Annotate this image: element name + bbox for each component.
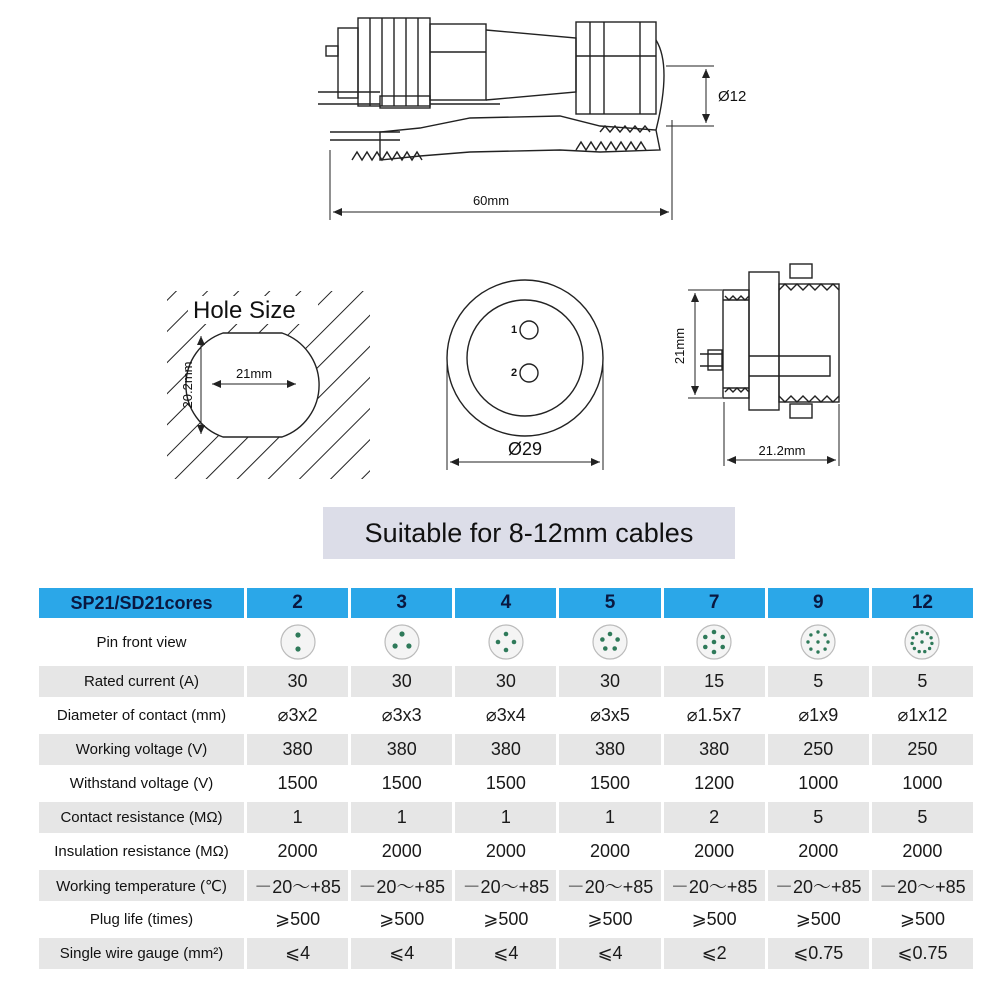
hole-size-title: Hole Size bbox=[193, 297, 296, 324]
spec-value-cell: ⌀3x4 bbox=[455, 700, 556, 731]
row-label: Pin front view bbox=[39, 621, 244, 663]
pin-dot bbox=[924, 650, 927, 653]
spec-value-cell: 380 bbox=[351, 734, 452, 765]
pin-dot bbox=[712, 640, 717, 645]
pin-dot bbox=[600, 637, 605, 642]
pin-dot bbox=[603, 646, 608, 651]
spec-value-cell: －20～+85 bbox=[247, 870, 348, 901]
spec-row bbox=[39, 666, 973, 697]
row-label: Working temperature (℃) bbox=[39, 870, 244, 901]
spec-value-cell: 380 bbox=[664, 734, 765, 765]
row-label: Diameter of contact (mm) bbox=[39, 700, 244, 731]
spec-value-cell: 1200 bbox=[664, 768, 765, 799]
spec-value-cell: －20～+85 bbox=[351, 870, 452, 901]
spec-value-cell: 1 bbox=[247, 802, 348, 833]
spec-value-cell: ⩾500 bbox=[247, 904, 348, 935]
pin-dot bbox=[721, 635, 726, 640]
front-view-drawing bbox=[447, 280, 603, 436]
length-label: 60mm bbox=[472, 193, 510, 208]
spec-value-cell: 5 bbox=[872, 802, 973, 833]
pin-dot bbox=[824, 647, 827, 650]
spec-value-cell: 250 bbox=[768, 734, 869, 765]
spec-value-cell: ⌀3x3 bbox=[351, 700, 452, 731]
pin-dot bbox=[912, 636, 915, 639]
pin-label-2: 2 bbox=[511, 367, 518, 379]
spec-row bbox=[39, 700, 973, 731]
spec-value-cell: 5 bbox=[768, 802, 869, 833]
pin-dot bbox=[911, 642, 914, 645]
pin-dot bbox=[295, 646, 300, 651]
panel-height-label: 21mm bbox=[672, 327, 687, 365]
spec-value-cell: 2000 bbox=[768, 836, 869, 867]
pin-layout-icon bbox=[798, 622, 838, 662]
pin-dot bbox=[712, 650, 717, 655]
pin-dot bbox=[921, 630, 924, 633]
spec-value-cell: 1500 bbox=[455, 768, 556, 799]
spec-value-cell: ⩽0.75 bbox=[872, 938, 973, 969]
spec-value-cell: 5 bbox=[872, 666, 973, 697]
spec-value-cell: 2 bbox=[664, 802, 765, 833]
spec-value-cell: ⩽4 bbox=[247, 938, 348, 969]
pin-dot bbox=[504, 632, 509, 637]
row-label: Plug life (times) bbox=[39, 904, 244, 935]
spec-value-cell: ⩾500 bbox=[664, 904, 765, 935]
header-col: 9 bbox=[768, 588, 869, 618]
spec-value-cell: 2000 bbox=[351, 836, 452, 867]
spec-value-cell: 1500 bbox=[247, 768, 348, 799]
spec-value-cell: ⌀3x5 bbox=[559, 700, 660, 731]
spec-value-cell: 380 bbox=[247, 734, 348, 765]
spec-row bbox=[39, 938, 973, 969]
spec-value-cell: ⌀1x9 bbox=[768, 700, 869, 731]
panel-height-dimension bbox=[688, 290, 722, 398]
spec-row bbox=[39, 904, 973, 935]
header-col: 3 bbox=[351, 588, 452, 618]
pin-dot bbox=[496, 640, 501, 645]
spec-value-cell: 1500 bbox=[351, 768, 452, 799]
pin-dot bbox=[827, 640, 830, 643]
pin-label-1: 1 bbox=[511, 324, 518, 336]
pin-cell bbox=[768, 621, 869, 663]
pin-dot bbox=[809, 633, 812, 636]
header-row bbox=[39, 588, 973, 618]
spec-value-cell: ⩾500 bbox=[768, 904, 869, 935]
header-cores-label: SP21/SD21cores bbox=[39, 588, 244, 618]
row-label: Working voltage (V) bbox=[39, 734, 244, 765]
pin-cell bbox=[247, 621, 348, 663]
header-col: 7 bbox=[664, 588, 765, 618]
spec-value-cell: 30 bbox=[455, 666, 556, 697]
pin-dot bbox=[703, 635, 708, 640]
panel-length-label: 21.2mm bbox=[758, 443, 806, 458]
pin-dot bbox=[918, 650, 921, 653]
pin-dot bbox=[392, 643, 397, 648]
pin-dot bbox=[817, 650, 820, 653]
header-col: 12 bbox=[872, 588, 973, 618]
spec-value-cell: 5 bbox=[768, 666, 869, 697]
pin-dot bbox=[807, 640, 810, 643]
pin-layout-icon bbox=[278, 622, 318, 662]
pin-dot bbox=[817, 630, 820, 633]
header-col: 4 bbox=[455, 588, 556, 618]
header-col: 5 bbox=[559, 588, 660, 618]
pin-layout-icon bbox=[486, 622, 526, 662]
pin-cell bbox=[664, 621, 765, 663]
pin-dot bbox=[921, 640, 924, 643]
spec-value-cell: ⌀1x12 bbox=[872, 700, 973, 731]
spec-table bbox=[36, 585, 976, 972]
pin-dot bbox=[931, 642, 934, 645]
spec-value-cell: ⩽2 bbox=[664, 938, 765, 969]
pin-ring bbox=[385, 625, 419, 659]
spec-value-cell: ⩾500 bbox=[455, 904, 556, 935]
pin-ring bbox=[593, 625, 627, 659]
spec-value-cell: 2000 bbox=[455, 836, 556, 867]
cable-banner-text: Suitable for 8-12mm cables bbox=[364, 517, 694, 548]
pin-dot bbox=[824, 633, 827, 636]
spec-value-cell: ⩽0.75 bbox=[768, 938, 869, 969]
spec-value-cell: 15 bbox=[664, 666, 765, 697]
pin-cell bbox=[559, 621, 660, 663]
technical-drawing bbox=[0, 0, 1002, 500]
spec-row bbox=[39, 836, 973, 867]
pin-dot bbox=[928, 647, 931, 650]
spec-value-cell: 30 bbox=[247, 666, 348, 697]
pin-dot bbox=[612, 646, 617, 651]
spec-value-cell: 2000 bbox=[559, 836, 660, 867]
spec-value-cell: 380 bbox=[455, 734, 556, 765]
spec-row bbox=[39, 802, 973, 833]
row-label: Rated current (A) bbox=[39, 666, 244, 697]
pin-dot bbox=[712, 630, 717, 635]
panel-mount-drawing bbox=[700, 264, 839, 418]
row-label: Contact resistance (MΩ) bbox=[39, 802, 244, 833]
diameter-dimension bbox=[666, 66, 714, 126]
spec-value-cell: ⩾500 bbox=[559, 904, 660, 935]
pin-dot bbox=[608, 632, 613, 637]
hole-height-label: 20.2mm bbox=[180, 361, 195, 409]
pin-layout-icon bbox=[382, 622, 422, 662]
spec-row bbox=[39, 870, 973, 901]
pin-dot bbox=[913, 647, 916, 650]
row-label: Insulation resistance (MΩ) bbox=[39, 836, 244, 867]
spec-value-cell: －20～+85 bbox=[872, 870, 973, 901]
spec-value-cell: 1 bbox=[559, 802, 660, 833]
spec-value-cell: －20～+85 bbox=[559, 870, 660, 901]
hole-width-label: 21mm bbox=[235, 366, 273, 381]
pin-front-view-row bbox=[39, 621, 973, 663]
front-diameter-label: Ø29 bbox=[507, 439, 543, 459]
pin-cell bbox=[455, 621, 556, 663]
spec-value-cell: 1000 bbox=[872, 768, 973, 799]
pin-dot bbox=[817, 640, 820, 643]
pin-cell bbox=[872, 621, 973, 663]
pin-layout-icon bbox=[590, 622, 630, 662]
spec-value-cell: ⩽4 bbox=[351, 938, 452, 969]
pin-dot bbox=[512, 640, 517, 645]
spec-value-cell: 30 bbox=[351, 666, 452, 697]
row-label: Withstand voltage (V) bbox=[39, 768, 244, 799]
spec-row bbox=[39, 768, 973, 799]
pin-dot bbox=[915, 632, 918, 635]
header-col: 2 bbox=[247, 588, 348, 618]
spec-value-cell: ⩾500 bbox=[351, 904, 452, 935]
pin-dot bbox=[809, 647, 812, 650]
pin-layout-icon bbox=[902, 622, 942, 662]
spec-value-cell: －20～+85 bbox=[664, 870, 765, 901]
spec-value-cell: 2000 bbox=[664, 836, 765, 867]
spec-value-cell: ⌀1.5x7 bbox=[664, 700, 765, 731]
pin-dot bbox=[721, 645, 726, 650]
spec-value-cell: ⩽4 bbox=[559, 938, 660, 969]
pin-dot bbox=[615, 637, 620, 642]
side-view-drawing bbox=[318, 18, 664, 160]
pin-layout-icon bbox=[694, 622, 734, 662]
pin-dot bbox=[930, 636, 933, 639]
spec-value-cell: 250 bbox=[872, 734, 973, 765]
pin-dot bbox=[703, 645, 708, 650]
spec-value-cell: ⩾500 bbox=[872, 904, 973, 935]
cable-banner bbox=[323, 507, 735, 559]
pin-dot bbox=[406, 643, 411, 648]
spec-value-cell: －20～+85 bbox=[768, 870, 869, 901]
row-label: Single wire gauge (mm²) bbox=[39, 938, 244, 969]
diameter-label: Ø12 bbox=[718, 88, 747, 105]
pin-dot bbox=[926, 632, 929, 635]
spec-row bbox=[39, 734, 973, 765]
spec-value-cell: 30 bbox=[559, 666, 660, 697]
spec-value-cell: 2000 bbox=[872, 836, 973, 867]
pin-dot bbox=[504, 648, 509, 653]
pin-dot bbox=[295, 632, 300, 637]
spec-value-cell: 1000 bbox=[768, 768, 869, 799]
pin-cell bbox=[351, 621, 452, 663]
spec-value-cell: 380 bbox=[559, 734, 660, 765]
spec-value-cell: ⌀3x2 bbox=[247, 700, 348, 731]
pin-ring bbox=[281, 625, 315, 659]
spec-value-cell: 1 bbox=[351, 802, 452, 833]
spec-value-cell: 2000 bbox=[247, 836, 348, 867]
spec-value-cell: ⩽4 bbox=[455, 938, 556, 969]
spec-value-cell: －20～+85 bbox=[455, 870, 556, 901]
spec-value-cell: 1 bbox=[455, 802, 556, 833]
pin-dot bbox=[399, 631, 404, 636]
spec-value-cell: 1500 bbox=[559, 768, 660, 799]
pin-ring bbox=[489, 625, 523, 659]
